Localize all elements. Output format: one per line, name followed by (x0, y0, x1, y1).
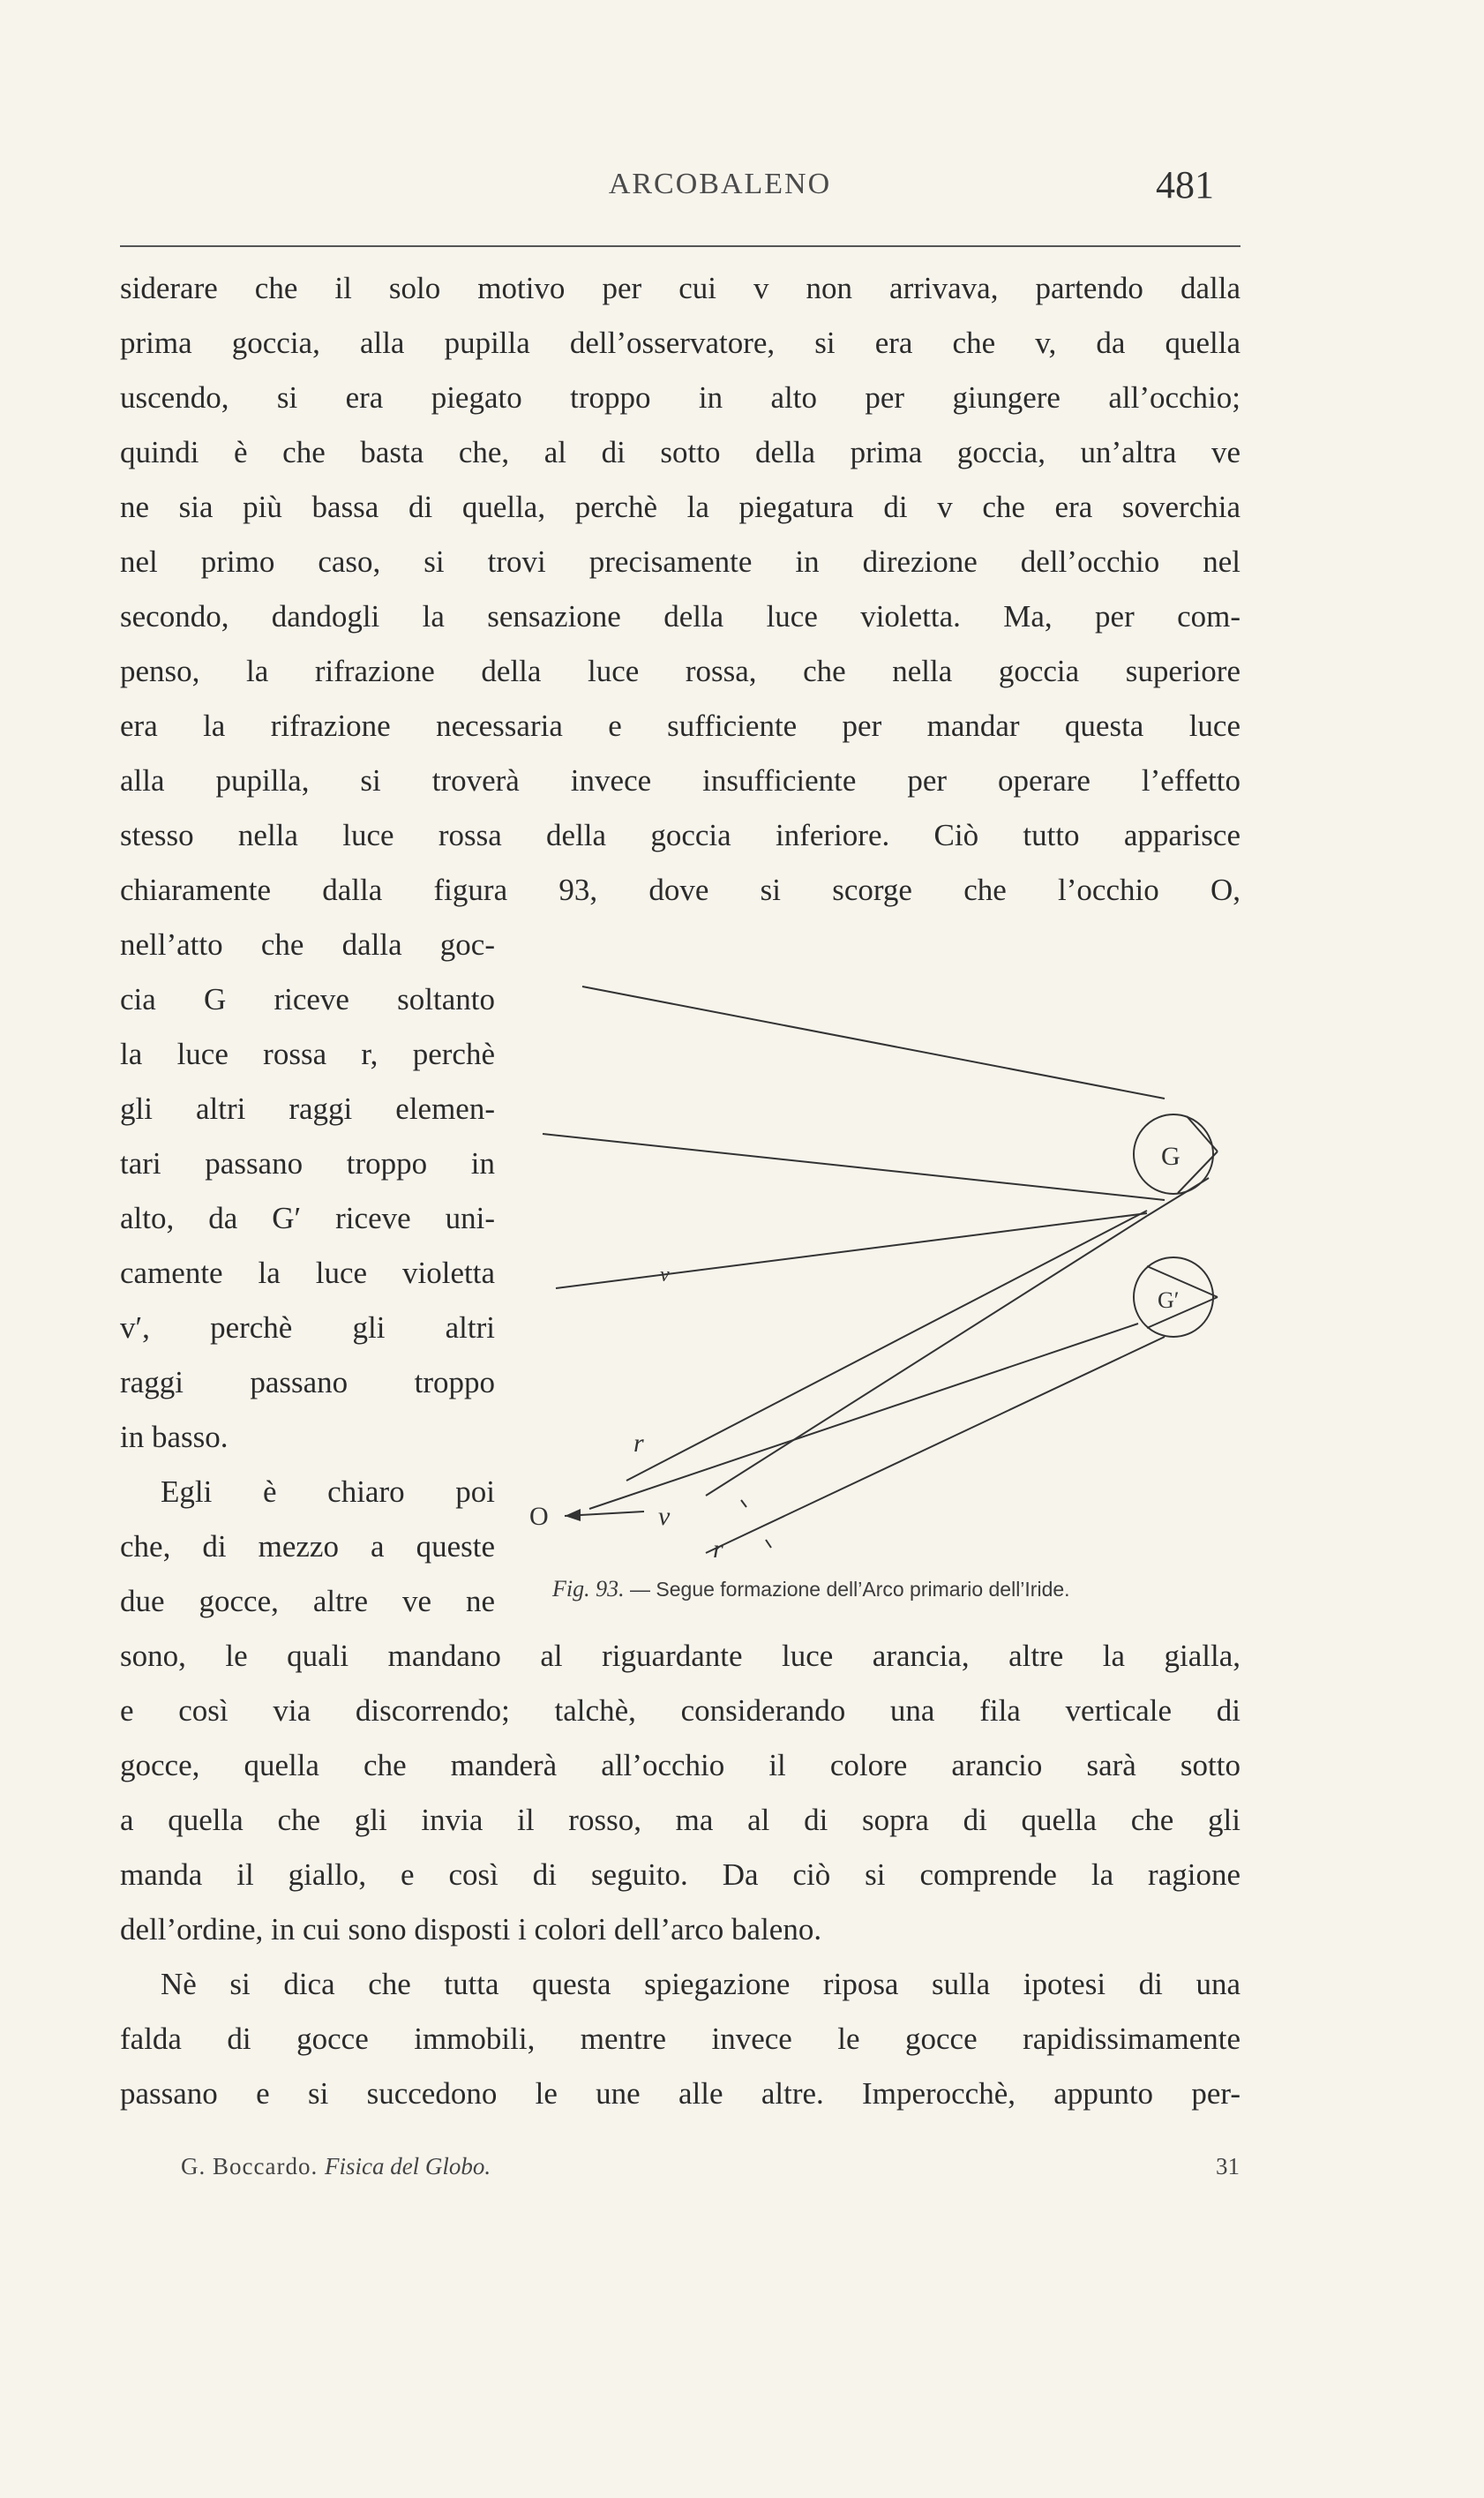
text-line: due gocce, altre ve ne (120, 1584, 495, 1618)
red-ray-from-g (626, 1211, 1147, 1481)
text-line: prima goccia, alla pupilla dell’osservatore, si era che v, da quella (120, 326, 1240, 360)
sheet-number: 31 (1216, 2153, 1240, 2179)
paragraph-1-wrap (120, 918, 495, 1465)
drop-internal-ray (1187, 1116, 1218, 1151)
incoming-ray (582, 986, 1165, 1099)
text-line: Egli è chiaro poi (161, 1474, 495, 1509)
figure-93 (529, 935, 1253, 1597)
running-header (120, 163, 1240, 221)
text-line: in basso. (120, 1420, 229, 1454)
violet-ray-from-g (706, 1216, 1147, 1496)
text-line: v′, perchè gli altri (120, 1310, 495, 1345)
caption-text: — Segue formazione dell’Arco primario dell’Iride. (630, 1578, 1070, 1601)
label-eye-o: O (529, 1502, 549, 1531)
tick-mark (741, 1500, 746, 1507)
text-line: e così via discorrendo; talchè, considerando una fila verticale di (120, 1693, 1240, 1728)
text-line: nel primo caso, si trovi precisamente in direzione dell’occhio nel (120, 544, 1240, 579)
text-line: gli altri raggi elemen- (120, 1091, 495, 1126)
label-v-lower: v (658, 1502, 671, 1531)
caption-label: Fig. 93. (552, 1576, 625, 1602)
text-line: raggi passano troppo (120, 1365, 495, 1399)
signature (181, 2153, 491, 2180)
paragraph-3 (120, 1957, 1240, 2121)
label-g: G (1161, 1142, 1180, 1171)
header-rule (120, 245, 1240, 247)
text-line: cia G riceve soltanto (120, 982, 495, 1016)
text-line: nell’atto che dalla goc- (120, 927, 495, 962)
paragraph-2-wrap (120, 1465, 495, 1629)
paragraph-1 (120, 261, 1240, 918)
text-line: falda di gocce immobili, mentre invece le gocce rapidissimamente (120, 2022, 1240, 2056)
text-line: siderare che il solo motivo per cui v non arrivava, partendo dalla (120, 271, 1240, 305)
text-line: secondo, dandogli la sensazione della luce violetta. Ma, per com- (120, 599, 1240, 634)
text-line: ne sia più bassa di quella, perchè la piegatura di v che era soverchia (120, 490, 1240, 524)
text-line: alla pupilla, si troverà invece insufficiente per operare l’effetto (120, 763, 1240, 798)
page-number: 481 (1156, 163, 1214, 206)
text-line: era la rifrazione necessaria e sufficiente per mandar questa luce (120, 709, 1240, 743)
text-line: stesso nella luce rossa della goccia inferiore. Ciò tutto apparisce (120, 818, 1240, 852)
text-line: dell’ordine, in cui sono disposti i colori dell’arco baleno. (120, 1912, 822, 1947)
text-line: uscendo, si era piegato troppo in alto per giungere all’occhio; (120, 380, 1240, 415)
text-line: sono, le quali mandano al riguardante luce arancia, altre la gialla, (120, 1639, 1240, 1673)
figure-caption (552, 1576, 1258, 1602)
tick-mark (766, 1540, 771, 1548)
text-line: passano e si succedono le une alle altre. Imperocchè, appunto per- (120, 2076, 1240, 2111)
paragraph-2 (120, 1629, 1240, 1957)
drop-internal-ray (1178, 1151, 1218, 1193)
text-line: la luce rossa r, perchè (120, 1037, 495, 1071)
text-line: alto, da G′ riceve uni- (120, 1201, 495, 1235)
text-line: manda il giallo, e così di seguito. Da ciò si comprende la ragione (120, 1857, 1240, 1892)
incoming-ray (556, 1213, 1147, 1288)
text-line: a quella che gli invia il rosso, ma al di sopra di quella che gli (120, 1803, 1240, 1837)
rainbow-diagram (529, 935, 1253, 1597)
signature-author: G. Boccardo. (181, 2153, 319, 2179)
running-title: ARCOBALENO (608, 168, 832, 200)
text-line: gocce, quella che manderà all’occhio il colore arancio sarà sotto (120, 1748, 1240, 1782)
violet-ray-from-g-prime (589, 1324, 1138, 1509)
text-line: chiaramente dalla figura 93, dove si scorge che l’occhio O, (120, 873, 1240, 907)
label-r-lower: r (713, 1534, 723, 1564)
text-line: che, di mezzo a queste (120, 1529, 495, 1564)
signature-title: Fisica del Globo. (324, 2153, 491, 2179)
eye-arrowhead (565, 1509, 581, 1521)
label-r-upper: r (633, 1429, 644, 1458)
drop-internal-ray (1147, 1178, 1209, 1216)
label-g-prime: G′ (1158, 1287, 1180, 1313)
text-line: Nè si dica che tutta questa spiegazione riposa sulla ipotesi di una (161, 1967, 1240, 2001)
incoming-ray (543, 1134, 1165, 1200)
label-v-upper: v (660, 1264, 670, 1287)
text-line: penso, la rifrazione della luce rossa, che nella goccia superiore (120, 654, 1240, 688)
red-ray-from-g-prime (706, 1337, 1165, 1553)
text-line: camente la luce violetta (120, 1256, 495, 1290)
text-line: quindi è che basta che, al di sotto della prima goccia, un’altra ve (120, 435, 1240, 469)
footer-signature (181, 2153, 1240, 2188)
text-line: tari passano troppo in (120, 1146, 495, 1181)
